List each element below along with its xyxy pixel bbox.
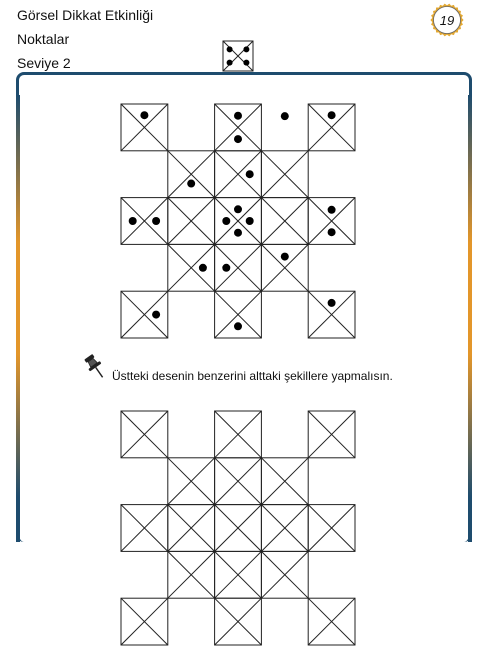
dot: [328, 206, 336, 214]
page-number: 19: [439, 13, 455, 28]
dot: [234, 229, 242, 237]
dot: [328, 228, 336, 236]
dot: [152, 311, 160, 319]
instruction-text: Üstteki desenin benzerini alttaki şekillere yapmalısın.: [112, 369, 393, 383]
dot: [281, 253, 289, 261]
dot: [187, 180, 195, 188]
dot: [243, 46, 249, 52]
dot: [152, 217, 160, 225]
sample-cell: [222, 40, 254, 72]
page-number-badge: [430, 3, 464, 37]
dot: [129, 217, 137, 225]
dot: [222, 264, 230, 272]
pattern-grid: [120, 103, 356, 339]
dot: [328, 111, 336, 119]
dot: [140, 111, 148, 119]
dot: [234, 205, 242, 213]
dot: [234, 112, 242, 120]
activity-subtitle: Noktalar: [17, 31, 70, 47]
dot: [234, 322, 242, 330]
dot: [246, 170, 254, 178]
dot: [328, 299, 336, 307]
dot: [222, 217, 230, 225]
dot: [281, 112, 289, 120]
dot: [243, 60, 249, 66]
level-label: Seviye 2: [17, 55, 71, 71]
activity-title: Görsel Dikkat Etkinliği: [17, 7, 154, 23]
dot: [234, 135, 242, 143]
dot: [227, 46, 233, 52]
dot: [199, 264, 207, 272]
answer-grid[interactable]: [120, 410, 356, 646]
dot: [227, 60, 233, 66]
pushpin-icon: [81, 353, 107, 381]
dot: [246, 217, 254, 225]
